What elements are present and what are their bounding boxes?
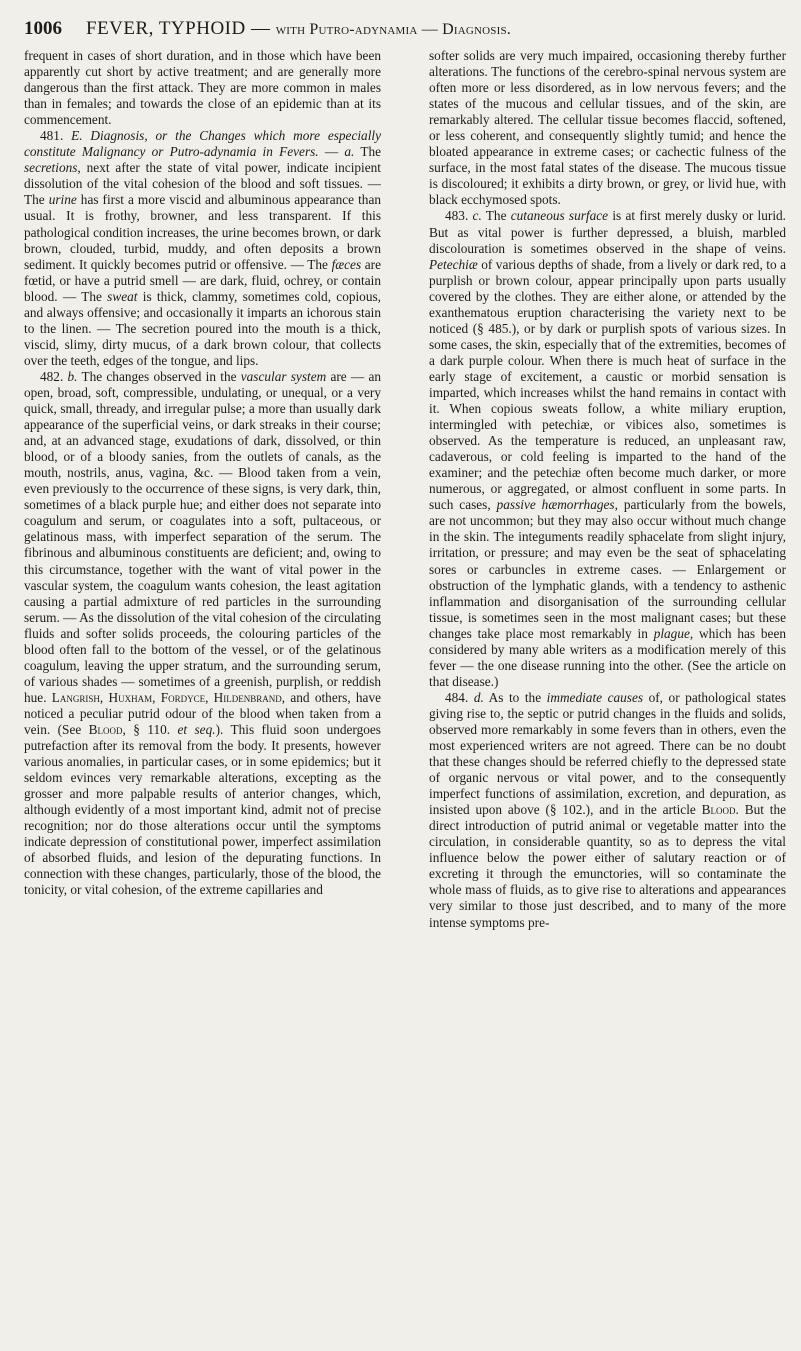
text-run: The changes observed in the — [77, 368, 241, 384]
dash: — — [318, 144, 345, 160]
section-number: 482. — [40, 368, 64, 384]
text-run: As to the — [483, 689, 547, 705]
running-title-dash: — — [245, 18, 276, 39]
section-heading: Diagnosis, or the Changes which more especially constitute Malignancy or Putro-adynamia in Fevers. — [24, 128, 381, 160]
paragraph-continuation: softer solids are very much impaired, occasioning thereby further alterations. The functions of the cerebro-spinal nervous system are often more or less disordered, as in low nervous fevers; and the states of the mucous and cellular tissues, and of the skin, are remarkably altered. The cellular tissue becomes flaccid, softened, or less coherent, and consequently slightly tumid; and hence the bloated appearance in extreme cases; or cachectic fulness of the surface, in the most fatal states of the disease. The mucous tissue is discoloured; it exhibits a dirty brown, or grey, or livid hue, with black ecchymosed spots. — [429, 48, 786, 208]
term-sweat: sweat — [107, 288, 138, 304]
sub-letter: c. — [472, 208, 482, 224]
term-cutaneous-surface: cutaneous surface — [510, 208, 609, 224]
term-passive-haemorrhages: passive hæmorrhages — [496, 497, 615, 513]
section-484 — [429, 690, 786, 931]
section-483 — [429, 208, 786, 689]
running-title-rest: Putro-adynamia — Diagnosis. — [305, 21, 512, 38]
sub-letter: a. — [344, 144, 355, 160]
right-column — [429, 48, 786, 1338]
section-letter: E. — [71, 128, 83, 144]
text-run: and others, have noticed a peculiar putrid odour of the blood when taken from a vein. (See — [24, 689, 381, 737]
page-number: 1006 — [24, 18, 62, 39]
section-number: 481. — [40, 128, 64, 144]
text-run: are fœtid, or have a putrid smell — are dark, fluid, ochrey, or contain blood. — The — [24, 256, 381, 304]
text-run: , particularly from the bowels, are not uncommon; but they may also occur without much change in the skin. The integuments readily sphacelate from slight injury, irritation, or pressure; and may even be the seat of sphacelating sores or carbuncles in extreme cases. — Enlargement or obstruction of the lymphatic glands, with a tendency to asthenic inflammation and disorganisation of the surrounding cellular tissue, is sometimes seen in the most malignant cases; but these changes take place most remarkably in — [429, 497, 786, 641]
authors: Langrish, Huxham, Fordyce, Hildenbrand, — [51, 689, 286, 705]
term-immediate-causes: immediate causes — [546, 689, 644, 705]
text-run: , § 110. — [122, 721, 178, 737]
text-run: , which has been considered by many able writers as a modification merely of this fever — the one disease running into the other. (See the article on that disease.) — [429, 625, 786, 689]
text-run: is at first merely dusky or lurid. But as vital power is further depressed, a bluish, marbled discolouration is sometimes observed in the shape of veins. — [429, 208, 786, 256]
cross-reference-blood: Blood — [88, 721, 123, 737]
term-secretions: secretions — [24, 160, 78, 176]
running-title — [86, 18, 511, 40]
running-title-main: FEVER, TYPHOID — [86, 18, 246, 39]
term-plague: plague — [653, 625, 690, 641]
term-urine: urine — [48, 192, 77, 208]
section-number: 484. — [445, 689, 469, 705]
text-run: The — [354, 144, 381, 160]
sub-letter: b. — [67, 368, 78, 384]
term-vascular-system: vascular system — [240, 368, 327, 384]
text-run: , next after the state of vital power, indicate incipient dissolution of the vital cohesion of the blood and soft tissues. — The — [24, 160, 381, 208]
text-run: The — [481, 208, 511, 224]
text-run: is thick, clammy, sometimes cold, copious, and always offensive; and occasionally it imparts an ichorous stain to the linen. — The secretion poured into the mouth is a thick, viscid, slimy, dirty mucus, of a dark brown colour, that collects over the teeth, edges of the tongue, and lips. — [24, 288, 381, 368]
section-482 — [24, 369, 381, 899]
text-run: of, or pathological states giving rise to, the septic or putrid changes in the fluids and solids, observed more remarkably in some fevers than in others, even the most experienced writers are not agreed. There can be no doubt that these changes should be referred chiefly to the depressed state of organic nervous or vital power, and to the consequently imperfect functions of assimilation, excretion, and depuration, as insisted upon above (§ 102.), and in the article — [429, 689, 786, 818]
page-header — [24, 18, 794, 44]
left-column — [24, 48, 381, 1338]
text-run: are — an open, broad, soft, compressible, undulating, or unequal, or a very quick, small, thready, and irregular pulse; a more than usually dark appearance of the superficial veins, or dark streaks in their course; and, at an advanced stage, exudations of dark, dissolved, or thin blood, or of a bloody sanies, from the outlets of canals, as the mouth, nostrils, anus, vagina, &c. — Blood taken from a vein, even previously to the occurrence of these signs, is very dark, thin, sometimes of a black purple hue; and either does not separate into coagulum and serum, or coagulates into a soft, pultaceous, or gelatinous mass, with imperfect separation of the serum. The fibrinous and albuminous constituents are deficient; and, owing to this circumstance, together with the want of vital power in the vascular system, the coagulum wants cohesion, the least agitation causing a partial admixture of red particles in the surrounding serum. — As the dissolution of the vital cohesion of the circulating fluids and softer solids proceeds, the colouring particles of the blood often fall to the bottom of the vessel, or of the gelatinous coagulum, leaving the upper stratum, and the surrounding serum, of various shades — sometimes of a greenish, purplish, or reddish hue. — [24, 368, 381, 705]
text-run: has first a more viscid and albuminous appearance than usual. It is frothy, browner, and less transparent. If this pathological condition increases, the urine becomes brown, or dark brown, clouded, turbid, muddy, and often deposits a brown sediment. It quickly becomes putrid or offensive. — The — [24, 192, 381, 272]
sub-letter: d. — [473, 689, 484, 705]
text-run: ). This fluid soon undergoes putrefaction after its removal from the body. It presents, however various anomalies, in particular cases, or in some epidemics; but it seldom evinces very remarkable alterations, excepting as the grosser and more palpable results of anterior changes, which, although evidently of a most important kind, admit not of precise recognition; nor do those alterations occur until the symptoms indicate depression of constitutional power, imperfect assimilation of absorbed fluids, and lesion of the depurating functions. In connection with these changes, particularly, those of the blood, the tonicity, or vital cohesion, of the extreme capillaries and — [24, 721, 381, 898]
et-seq: et seq. — [177, 721, 216, 737]
cross-reference-blood: Blood — [701, 802, 736, 818]
section-481 — [24, 128, 381, 369]
term-petechiae: Petechiæ — [429, 256, 478, 272]
text-run: of various depths of shade, from a lively or dark red, to a purplish or brown colour, appear principally upon parts usually covered by the clothes. They are either alone, or attended by the exanthematous eruption characterising the variety next to be noticed (§ 485.), or by dark or purplish spots of various sizes. In some cases, the skin, especially that of the extremities, becomes of a dark purple colour. When there is much heat of surface in the early stage of excitement, a caustic or morbid sensation is imparted, which increases whilst the hand remains in contact with it. When copious sweats follow, a white miliary eruption, intermingled with petechiæ, or vibices also, sometimes is observed. As the temperature is reduced, an unpleasant raw, cadaverous, or cold feeling is imparted to the hand of the examiner; and the petechiæ often become much darker, or more numerous, or aggregated, or almost confluent in some parts. In such cases, — [429, 256, 786, 513]
term-faeces: fæces — [331, 256, 362, 272]
paragraph-continuation: frequent in cases of short duration, and in those which have been apparently cut short by active treatment; and are generally more dangerous than the first attack. They are more common in males than in females; and towards the close of an epidemic than at its commencement. — [24, 48, 381, 128]
section-number: 483. — [445, 208, 469, 224]
text-run: . But the direct introduction of putrid animal or vegetable matter into the circulation, in considerable quantity, so as to depress the vital influence below the power either of salutary reaction or of excreting it through the emunctories, will so contaminate the whole mass of fluids, as to give rise to alterations and appearances very similar to those just described, and to many of the more intense symptoms pre- — [429, 802, 786, 930]
running-title-with: with — [275, 21, 306, 38]
